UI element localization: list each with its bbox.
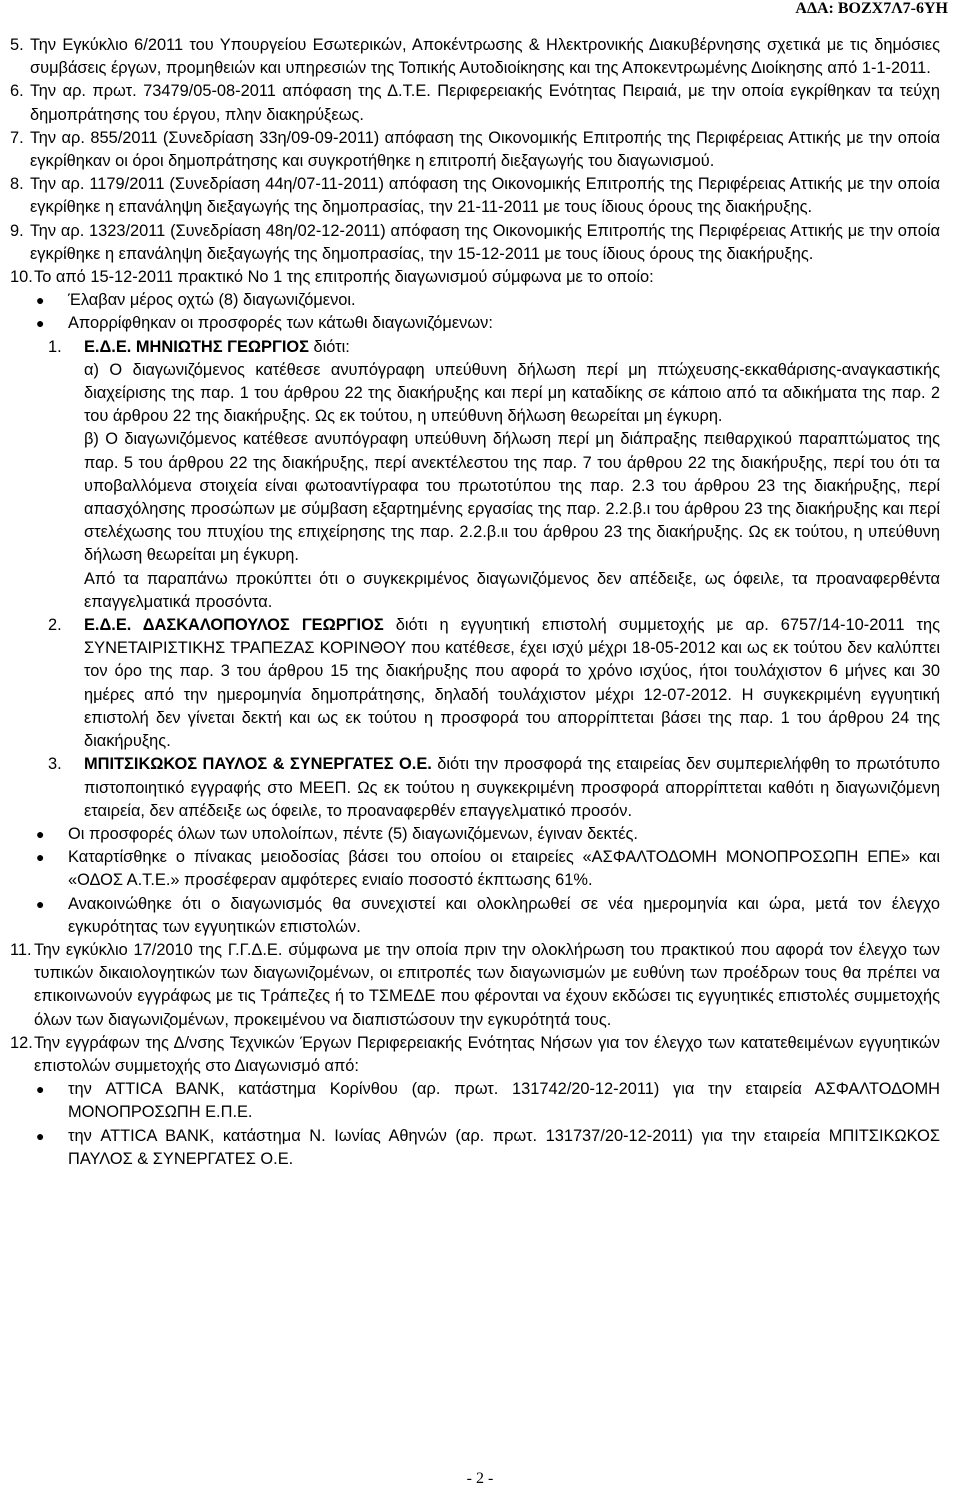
- item-number: 3.: [48, 755, 62, 774]
- ada-code: ΑΔΑ: ΒΟΖΧ7Λ7-6ΥΗ: [795, 0, 948, 17]
- paragraph-text: Την αρ. πρωτ. 73479/05-08-2011 απόφαση της Δ.Τ.Ε. Περιφερειακής Ενότητας Πειραιά, με την: [30, 82, 736, 101]
- paragraph-number: 6.: [10, 82, 24, 101]
- paragraph-5: [10, 34, 940, 80]
- document-body: [10, 34, 940, 1171]
- bullet-icon: ●: [36, 825, 45, 842]
- bullet-icon: ●: [36, 1081, 45, 1098]
- reason-a: α) Ο διαγωνιζόμενος κατέθεσε ανυπόγραφη υπεύθυνη δήλωση περί μη πτώχευσης-εκκαθάρισης-αναγκαστικής διαχείρισης της παρ. 1 του άρθρου 22 της διακήρυξης και περί μη καταδίκης σε κάποιο από τα αδικήματα της παρ. 2 του άρθρου 22 της διακήρυξης. Ως εκ τούτου, η υπεύθυνη δήλωση θεωρείται μη έγκυρη.: [84, 360, 940, 426]
- bullet-icon: ●: [36, 292, 45, 309]
- item-number: 2.: [48, 616, 62, 635]
- list-item-text: Ανακοινώθηκε ότι ο διαγωνισμός θα συνεχιστεί και ολοκληρωθεί σε νέα ημερομηνία και ώρα, μετά τον έλεγχο εγκυρότητας των εγγυητικών επιστολών.: [68, 894, 940, 936]
- paragraph-text: Την αρ. 1179/2011 (Συνεδρίαση 44η/07-11-2011) απόφαση της Οικονομικής Επιτροπής της Περιφέρειας Αττικής με την οποία εγκρίθηκε η επανάληψη διεξαγωγής της δημοπρασίας, την 21-11-2011 με τους ίδιους όρους της διακήρυξης.: [30, 175, 940, 217]
- paragraph-text: Την εγκύκλιο 17/2010 της Γ.Γ.Δ.Ε. σύμφωνα με την οποία πριν την ολοκλήρωση του πρακτικού που αφορά τον έλεγχο των τυπικών δικαιολογητικών των διαγωνιζομένων, οι επιτροπές των διαγωνισμών με ευθύνη των προέδρων τους θα πρέπει να επικοινωνούν εγγράφως με τις Τράπεζες ή το ΤΣΜΕΔΕ που φέρονται να έχουν εκδώσει τις εγγυητικές επιστολές συμμετοχής όλων των διαγωνιζομένων, προκειμένου να διαπιστώσουν την εγκυρότητά τους.: [34, 940, 940, 1029]
- paragraph-number: 10.: [10, 268, 33, 287]
- list-item-text: την ATTICA BANK, κατάστημα Κορίνθου (αρ. πρωτ. 131742/20-12-2011) για την εταιρεία ΑΣΦΑΛΤΟΔΟΜΗ ΜΟΝΟΠΡΟΣΩΠΗ Ε.Π.Ε.: [68, 1080, 940, 1122]
- list-item: [10, 1078, 940, 1124]
- bullet-icon: ●: [36, 849, 45, 866]
- paragraph-number: 11.: [10, 940, 32, 959]
- list-item-text: Καταρτίσθηκε ο πίνακας μειοδοσίας βάσει του οποίου οι εταιρείες «ΑΣΦΑΛΤΟΔΟΜΗ ΜΟΝΟΠΡΟΣΩΠΗ ΕΠΕ» και «ΟΔΟΣ Α.Τ.Ε.» προσέφεραν αμφότερες ενιαίο ποσοστό έκπτωσης 61%.: [68, 848, 940, 890]
- paragraph-10: [10, 266, 940, 289]
- paragraph-number: 7.: [10, 128, 24, 147]
- list-item-text: Έλαβαν μέρος οχτώ (8) διαγωνιζόμενοι.: [68, 291, 356, 310]
- list-item: [10, 1125, 940, 1171]
- bullet-icon: ●: [36, 315, 45, 332]
- bidder-reason: διότι την προσφορά της εταιρείας δεν συμπεριελήφθη το πρωτότυπο πιστοποιητικό εγγραφής στο ΜΕΕΠ. Ως εκ τούτου η συγκεκριμένη προσφορά απορρίπτεται καθότι η διαγωνιζόμενη εταιρεία, δεν απέδειξε ως όφειλε, το προαναφερθέν επαγγελματικό προσόν.: [84, 755, 941, 820]
- paragraph-7: [10, 127, 940, 173]
- list-item-text: Απορρίφθηκαν οι προσφορές των κάτωθι διαγωνιζόμενων:: [68, 314, 493, 333]
- list-item-text: Οι προσφορές όλων των υπολοίπων, πέντε (5) διαγωνιζόμενων, έγιναν δεκτές.: [68, 824, 638, 843]
- item-number: 1.: [48, 337, 62, 356]
- bidder-name: Ε.Δ.Ε. ΜΗΝΙΩΤΗΣ ΓΕΩΡΓΙΟΣ: [84, 337, 309, 356]
- paragraph-number: 5.: [10, 36, 24, 54]
- list-item: [10, 312, 940, 335]
- rejected-bidder-2: [10, 614, 940, 753]
- paragraph-text: Το από 15-12-2011 πρακτικό Νο 1 της επιτροπής διαγωνισμού σύμφωνα με το οποίο:: [34, 268, 654, 287]
- page-number: - 2 -: [466, 1470, 494, 1487]
- paragraph-11: [10, 939, 940, 1032]
- reason-b: β) Ο διαγωνιζόμενος κατέθεσε ανυπόγραφη υπεύθυνη δήλωση περί μη διάπραξης πειθαρχικού παραπτώματος της παρ. 5 του άρθρου 22 της διακήρυξης, περί ανεκτέλεστου της παρ. 7 του άρθρου 22 της διακήρυξης, περί του ότι τα υποβαλλόμενα στοιχεία είναι φωτοαντίγραφα του πρωτοτύπου της παρ. 2.3 του άρθρου 23 της διακήρυξης, περί απασχόλησης προσώπων με σύμβαση εξαρτημένης εργασίας της παρ. 2.2.β.ι του άρθρου 23 της διακήρυξης και περί στελέχωσης του πτυχίου της επιχείρησης της παρ. 2.2.β.ιι του άρθρου 23 της διακήρυξης. Ως εκ τούτου, η υπεύθυνη δήλωση θεωρείται μη έγκυρη.: [84, 430, 940, 565]
- list-item: [10, 823, 940, 846]
- bidder-name: Ε.Δ.Ε. ΔΑΣΚΑΛΟΠΟΥΛΟΣ ΓΕΩΡΓΙΟΣ: [84, 616, 384, 635]
- list-item-text: την ATTICA BANK, κατάστημα Ν. Ιωνίας Αθηνών (αρ. πρωτ. 131737/20-12-2011) για την εταιρεία ΜΠΙΤΣΙΚΩΚΟΣ ΠΑΥΛΟΣ & ΣΥΝΕΡΓΑΤΕΣ Ο.Ε.: [68, 1126, 940, 1168]
- bidder-reason-intro: διότι:: [308, 337, 350, 356]
- paragraph-12: [10, 1032, 940, 1078]
- paragraph-6: [10, 80, 940, 126]
- bullet-icon: ●: [36, 1127, 45, 1144]
- paragraph-number: 9.: [10, 221, 24, 240]
- paragraph-text: Την αρ. 855/2011 (Συνεδρίαση 33η/09-09-2011) απόφαση της Οικονομικής Επιτροπής της Περιφέρειας Αττικής με την οποία εγκρίθηκαν οι όροι δημοπράτησης και συγκροτήθηκε η επιτροπή διεξαγωγής του διαγωνισμού.: [30, 128, 940, 171]
- list-item: [10, 846, 940, 892]
- reason-conclusion: Από τα παραπάνω προκύπτει ότι ο συγκεκριμένος διαγωνιζόμενος δεν απέδειξε, ως όφειλε, τα προαναφερθέντα επαγγελματικά προσόντα.: [84, 569, 940, 611]
- paragraph-number: 8.: [10, 175, 24, 194]
- paragraph-number: 12.: [10, 1033, 33, 1052]
- rejected-bidder-1: [10, 336, 940, 359]
- paragraph-text: Την Εγκύκλιο 6/2011 του Υπουργείου Εσωτερικών, Αποκέντρωσης & Ηλεκτρονικής Διακυβέρνησης σχετικά με τις δημόσιες συμβάσεις έργων, προμηθειών και υπηρεσιών της Τοπικής Αυτοδιοίκησης και της Αποκεντρωμένης Διοίκησης από 1-1-2011.: [30, 36, 940, 78]
- bidder-reason: διότι η εγγυητική επιστολή συμμετοχής με αρ. 6757/14-10-2011 της ΣΥΝΕΤΑΙΡΙΣΤΙΚΗΣ ΤΡΑΠΕΖΑΣ ΚΟΡΙΝΘΟΥ που κατέθεσε, έχει ισχύ μέχρι 18-05-2012 και ως εκ τούτου δεν καλύπτει τον όρο της παρ. 3 του άρθρου 15 της διακήρυξης που αφορά το χρόνο ισχύος, ήτοι τουλάχιστον 6 μήνες και 30 ημέρες από την ημερομηνία δημοπράτησης, δηλαδή τουλάχιστον μέχρι 12-07-2012. Η συγκεκριμένη εγγυητική επιστολή δεν γίνεται δεκτή και ως εκ τούτου η προσφορά του απορρίπτεται βάσει της παρ. 1 του άρθρου 24 της διακήρυξης.: [84, 616, 940, 751]
- rejected-bidder-3: [10, 753, 940, 823]
- list-item: [10, 289, 940, 312]
- paragraph-8: [10, 173, 940, 219]
- list-item: [10, 893, 940, 939]
- bullet-icon: ●: [36, 895, 45, 912]
- bidder-name: ΜΠΙΤΣΙΚΩΚΟΣ ΠΑΥΛΟΣ & ΣΥΝΕΡΓΑΤΕΣ Ο.Ε.: [84, 755, 432, 774]
- paragraph-text-continued: οποία εγκρίθηκαν τα τεύχη δημοπράτησης του έργου, πλην διακηρύξεως.: [30, 82, 940, 124]
- paragraph-text: Την εγγράφων της Δ/νσης Τεχνικών Έργων Περιφερειακής Ενότητας Νήσων για τον έλεγχο των κατατεθειμένων εγγυητικών επιστολών συμμετοχής στο Διαγωνισμό από:: [34, 1033, 940, 1075]
- paragraph-9: [10, 220, 940, 266]
- paragraph-text: Την αρ. 1323/2011 (Συνεδρίαση 48η/02-12-2011) απόφαση της Οικονομικής Επιτροπής της Περιφέρειας Αττικής με την οποία εγκρίθηκε η επανάληψη διεξαγωγής της δημοπρασίας, την 15-12-2011 με τους ίδιους όρους της διακήρυξης.: [30, 221, 940, 263]
